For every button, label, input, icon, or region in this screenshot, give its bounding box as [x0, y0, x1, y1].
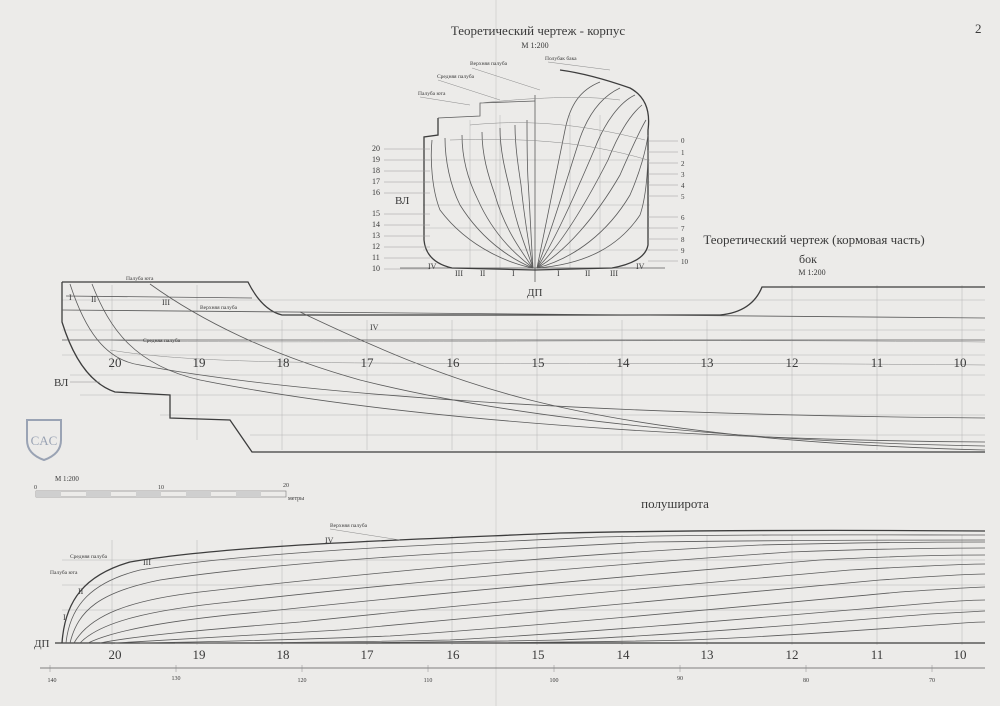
buttock-label: IV — [636, 262, 645, 271]
profile-waterline-label: ВЛ — [54, 377, 69, 389]
station-number: 9 — [681, 247, 685, 255]
profile-station-number: 17 — [360, 355, 374, 370]
buttock-label: II — [585, 269, 591, 278]
body-plan-stern-outline — [424, 118, 535, 270]
body-plan-fore-stations — [537, 82, 648, 268]
waterline-number: 10 — [372, 264, 380, 273]
waterline-number: 20 — [372, 144, 380, 153]
half-breadth-title: полуширота — [641, 496, 709, 511]
profile-deck-label: Верхняя палуба — [200, 305, 238, 311]
profile-scale: М 1:200 — [798, 268, 826, 277]
half-breadth-station-number: 16 — [446, 647, 460, 662]
stern-plan-title: Теоретический чертеж (кормовая часть) — [703, 232, 925, 247]
half-breadth-centerline-label: ДП — [34, 638, 50, 650]
ruler-label: 120 — [297, 678, 307, 684]
profile-buttock-label: III — [162, 298, 170, 307]
half-breadth-ruler-labels — [48, 676, 936, 684]
profile-deck-line — [62, 310, 985, 318]
profile-station-number: 10 — [953, 355, 967, 370]
station-number: 6 — [681, 214, 685, 222]
body-plan-aft-stations — [431, 120, 533, 268]
half-breadth-station-number: 13 — [700, 647, 714, 662]
ruler-label: 80 — [803, 678, 809, 684]
body-plan-scale: М 1:200 — [521, 41, 549, 50]
half-breadth-leader — [330, 529, 400, 540]
half-breadth-grid — [62, 535, 985, 645]
half-breadth-deck-label: Средняя палуба — [70, 554, 108, 560]
half-breadth-buttock-label: I — [63, 613, 66, 622]
station-number: 0 — [681, 137, 685, 145]
buttock-label: I — [557, 269, 560, 278]
waterline-number: 11 — [372, 253, 380, 262]
half-breadth-station-number: 12 — [785, 647, 799, 662]
half-breadth-station-number: 14 — [616, 647, 630, 662]
profile-buttock-label: II — [91, 295, 97, 304]
body-plan-leaders — [420, 62, 610, 105]
station-number: 4 — [681, 182, 685, 190]
half-breadth-deck-label: Палуба юта — [50, 570, 78, 576]
waterline-number: 17 — [372, 177, 380, 186]
svg-text:CAC: CAC — [30, 433, 58, 448]
buttock-label: II — [480, 269, 486, 278]
profile-station-number: 13 — [700, 355, 714, 370]
station-number: 7 — [681, 225, 685, 233]
buttock-label: IV — [428, 262, 437, 271]
profile-buttock-label: I — [69, 293, 72, 302]
body-plan-deck-label: Палуба юта — [418, 91, 446, 97]
waterline-number: 12 — [372, 242, 380, 251]
half-breadth-station-number: 11 — [870, 647, 884, 662]
body-plan — [372, 55, 689, 299]
body-plan-left-ticks — [384, 149, 430, 269]
ruler-label: 70 — [929, 678, 935, 684]
waterline-number: 16 — [372, 188, 380, 197]
profile-buttock-label: IV — [370, 323, 379, 332]
ruler-label: 100 — [549, 678, 559, 684]
body-plan-deck-line — [450, 139, 648, 160]
body-plan-right-numbers — [681, 137, 689, 266]
body-plan-title: Теоретический чертеж - корпус — [450, 23, 626, 38]
half-breadth-station-number: 17 — [360, 647, 374, 662]
half-breadth-station-number: 15 — [531, 647, 545, 662]
buttock-label: III — [455, 269, 463, 278]
buttock-label: I — [512, 269, 515, 278]
profile-station-number: 18 — [276, 355, 290, 370]
scale-bar — [34, 475, 304, 502]
station-number: 3 — [681, 171, 685, 179]
half-breadth-waterlines — [74, 542, 985, 643]
sheet-number: 2 — [975, 21, 982, 36]
publisher-logo — [27, 420, 61, 460]
half-breadth-buttock-label: III — [143, 558, 151, 567]
profile-station-number: 11 — [870, 355, 884, 370]
profile-station-number: 12 — [785, 355, 799, 370]
waterline-number: 13 — [372, 231, 380, 240]
ruler-label: 110 — [423, 678, 433, 684]
half-breadth-ruler-ticks — [50, 665, 932, 672]
profile-title: бок — [799, 252, 817, 266]
station-number: 10 — [681, 258, 688, 266]
half-breadth-buttock-label: II — [78, 587, 84, 596]
half-breadth-station-number: 19 — [192, 647, 206, 662]
profile-station-number: 16 — [446, 355, 460, 370]
ruler-label: 130 — [171, 676, 181, 682]
half-breadth-station-number: 10 — [953, 647, 967, 662]
body-plan-deck-steps — [438, 101, 535, 118]
profile-station-number: 14 — [616, 355, 630, 370]
profile-view — [54, 275, 985, 452]
station-number: 2 — [681, 160, 685, 168]
body-plan-right-ticks — [648, 141, 678, 261]
scale-bar-tick-label: 0 — [34, 485, 37, 491]
station-number: 5 — [681, 193, 685, 201]
waterline-number: 19 — [372, 155, 380, 164]
ruler-label: 140 — [47, 678, 57, 684]
profile-station-numbers — [109, 355, 967, 370]
half-breadth-station-number: 20 — [108, 647, 122, 662]
station-number: 1 — [681, 149, 685, 157]
scale-bar-unit: метры — [288, 496, 305, 502]
profile-station-number: 19 — [192, 355, 206, 370]
body-plan-waterline-label: ВЛ — [395, 195, 410, 207]
body-plan-deck-label: Средняя палуба — [437, 74, 475, 80]
profile-deck-label: Палуба юта — [126, 276, 154, 282]
half-breadth-station-numbers — [109, 647, 967, 662]
station-number: 8 — [681, 236, 685, 244]
half-breadth-station-number: 18 — [276, 647, 290, 662]
profile-station-number: 20 — [108, 355, 122, 370]
scale-bar-tick-label: 10 — [158, 485, 164, 491]
body-plan-deck-label: Верхняя палуба — [470, 61, 508, 67]
ruler-label: 90 — [677, 676, 683, 682]
scale-bar-tick-label: 20 — [283, 483, 289, 489]
waterline-number: 14 — [372, 220, 380, 229]
body-plan-deck-label: Полубак бака — [545, 56, 577, 62]
buttock-label: III — [610, 269, 618, 278]
waterline-number: 18 — [372, 166, 380, 175]
waterline-number: 15 — [372, 209, 380, 218]
half-breadth-deck-label: Верхняя палуба — [330, 523, 368, 529]
half-breadth-buttock-label: IV — [325, 536, 334, 545]
body-plan-left-numbers — [372, 144, 380, 273]
profile-station-number: 15 — [531, 355, 545, 370]
half-breadth-deck-line — [66, 535, 985, 643]
body-plan-centerline-label: ДП — [527, 287, 543, 299]
scale-bar-title: М 1:200 — [55, 475, 79, 483]
half-breadth-view — [34, 522, 985, 684]
profile-deck-label: Средняя палуба — [143, 338, 181, 344]
